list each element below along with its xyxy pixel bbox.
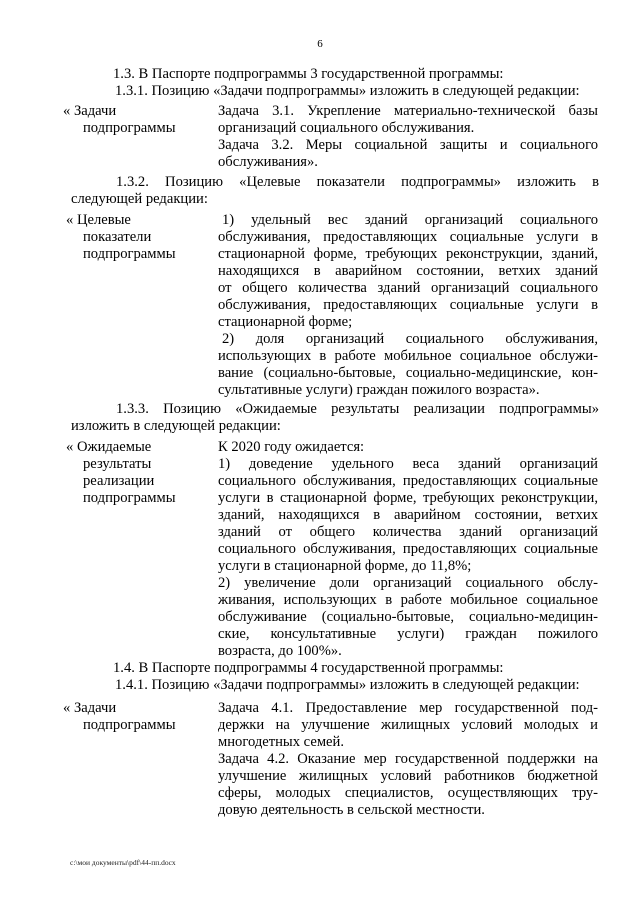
text-line: зданий, находящихся в аварийном состоянии, ветхих [218, 507, 598, 523]
label-line: « Целевые [66, 212, 131, 228]
text-line: 2) увеличение доли организаций социального обслу- [218, 575, 598, 591]
label-line: реализации [83, 473, 155, 489]
tasks-label-3 [63, 103, 213, 137]
tasks-text-3 [218, 103, 598, 171]
text-line: Задача 3.1. Укрепление материально-технической базы [218, 103, 598, 119]
text-line: находящихся в аварийном состоянии, ветхих зданий [218, 263, 598, 279]
text-line: услуги в стационарной форме, до 11,8%; [218, 558, 472, 574]
label-line: показатели [83, 229, 152, 245]
indicators-label [66, 212, 216, 263]
text-line: от общего количества зданий организаций социального [218, 280, 598, 296]
text-line: социального обслуживания, предоставляющих социальные [218, 473, 598, 489]
label-line: « Задачи [63, 700, 117, 716]
item-1-3-1: 1.3.1. Позицию «Задачи подпрограммы» изложить в следующей редакции: [115, 83, 580, 99]
text-line: стационарной форме; [218, 314, 353, 330]
text-line: услуги в стационарной форме, требующих реконструкции, [218, 490, 598, 506]
tasks-text-4 [218, 700, 598, 819]
text-line: организаций социального обслуживания. [218, 120, 475, 136]
text-line: социального обслуживания, предоставляющих социальные [218, 541, 598, 557]
label-line: подпрограммы [83, 246, 176, 262]
item-1-4-1: 1.4.1. Позицию «Задачи подпрограммы» изложить в следующей редакции: [115, 677, 580, 693]
text-line: 1) доведение удельного веса зданий организаций [218, 456, 598, 472]
text-line: обслуживания». [218, 154, 318, 170]
indicators-text [218, 212, 598, 399]
item-line: изложить в следующей редакции: [71, 418, 281, 434]
label-line: результаты [83, 456, 152, 472]
item-line: 1.3.3. Позицию «Ожидаемые результаты реализации подпрограммы» [116, 401, 599, 417]
item-1-3-2 [71, 174, 599, 208]
text-line: обслуживания, предоставляющих социальные услуги в [218, 297, 598, 313]
label-line: « Ожидаемые [66, 439, 152, 455]
text-line: обслуживания, предоставляющих социальные услуги в [218, 229, 598, 245]
tasks-label-4 [63, 700, 213, 734]
text-line: зданий от общего количества зданий организаций [218, 524, 598, 540]
text-line: Задача 4.2. Оказание мер государственной поддержки на [218, 751, 598, 767]
text-line: 1) удельный вес зданий организаций социального [222, 212, 598, 228]
text-line: улучшение жилищных условий работников бюджетной [218, 768, 598, 784]
text-line: К 2020 году ожидается: [218, 439, 365, 455]
text-line: ские, консультативные услуги) граждан пожилого [218, 626, 598, 642]
text-line: использующих в работе мобильное социальное обслужи- [218, 348, 598, 364]
text-line: многодетных семей. [218, 734, 344, 750]
text-line: Задача 3.2. Меры социальной защиты и социального [218, 137, 598, 153]
text-line: возраста, до 100%». [218, 643, 342, 659]
text-line: держки на улучшение жилищных условий молодых и [218, 717, 598, 733]
label-line: подпрограммы [83, 490, 176, 506]
text-line: сультативные услуги) граждан пожилого возраста». [218, 382, 540, 398]
text-line: вание (социально-бытовые, социально-медицинские, кон- [218, 365, 598, 381]
text-line: стационарной форме, требующих реконструкции, зданий, [218, 246, 598, 262]
item-line: 1.3.2. Позицию «Целевые показатели подпрограммы» изложить в [116, 174, 599, 190]
section-heading-1-4: 1.4. В Паспорте подпрограммы 4 государственной программы: [113, 660, 504, 676]
text-line: живания, использующих в работе мобильное социальное [218, 592, 598, 608]
text-line: довую деятельность в сельской местности. [218, 802, 485, 818]
page-number: 6 [317, 38, 323, 50]
text-line: Задача 4.1. Предоставление мер государственной под- [218, 700, 598, 716]
text-line: 2) доля организаций социального обслуживания, [222, 331, 598, 347]
label-line: подпрограммы [83, 120, 176, 136]
section-heading-1-3: 1.3. В Паспорте подпрограммы 3 государственной программы: [113, 66, 504, 82]
results-label [66, 439, 216, 507]
item-line: следующей редакции: [71, 191, 208, 207]
label-line: « Задачи [63, 103, 117, 119]
file-path-footer: c:\мои документы\pdf\44-пп.docx [70, 858, 176, 867]
results-text [218, 439, 598, 660]
label-line: подпрограммы [83, 717, 176, 733]
item-1-3-3 [71, 401, 599, 435]
text-line: обслуживание (социально-бытовые, социально-медицин- [218, 609, 598, 625]
text-line: сферы, молодых специалистов, осуществляющих тру- [218, 785, 598, 801]
